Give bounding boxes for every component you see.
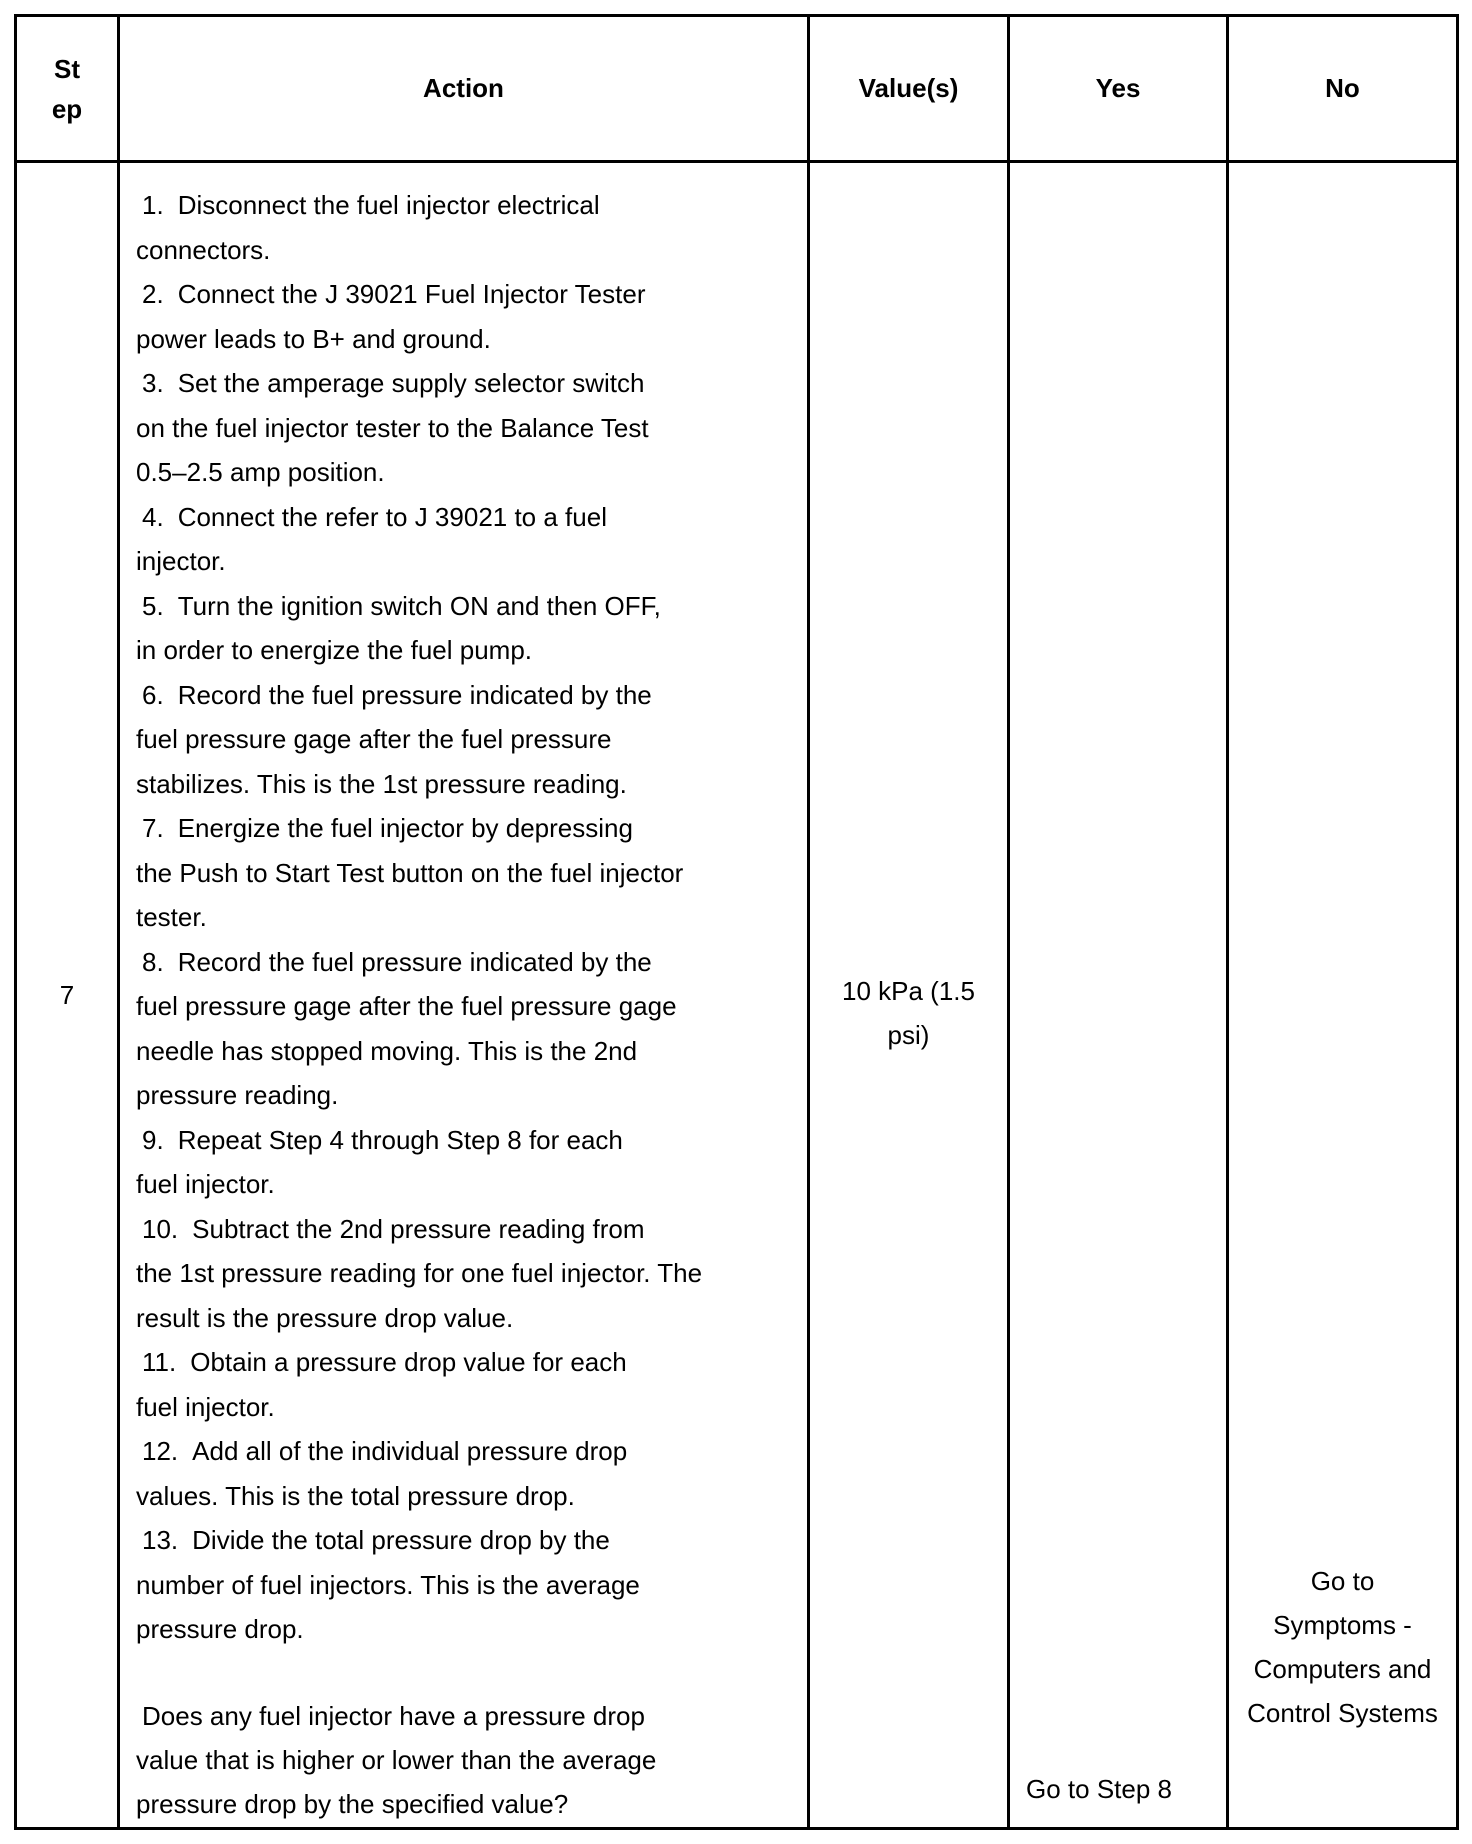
header-no: No [1228, 16, 1458, 162]
action-step-first-line [136, 183, 793, 228]
action-step-continuation: fuel injector. [136, 1391, 275, 1422]
action-step-11 [136, 1340, 793, 1429]
header-step-line1: St [54, 53, 80, 84]
action-step-3 [136, 361, 793, 495]
action-step-number: 4. [142, 501, 164, 532]
value-line: 10 kPa (1.5 [842, 976, 975, 1006]
action-step-2 [136, 272, 793, 361]
value-line: psi) [887, 1020, 930, 1050]
action-step-12 [136, 1429, 793, 1518]
action-step-number: 1. [142, 190, 164, 220]
action-step-text: Divide the total pressure drop by the [192, 1525, 610, 1555]
no-line: Computers and [1253, 1654, 1432, 1684]
action-step-13 [136, 1518, 793, 1652]
action-step-text: Repeat Step 4 through Step 8 for each [177, 1124, 623, 1155]
action-step-continuation: the Push to Start Test button on the fuel injector [136, 857, 684, 888]
question-line: Does any fuel injector have a pressure drop [142, 1700, 645, 1731]
action-step-text: Connect the refer to J 39021 to a fuel [177, 501, 607, 532]
action-step-continuation: fuel pressure gage after the fuel pressure gage [136, 991, 677, 1021]
action-step-number: 5. [142, 590, 164, 621]
action-step-1 [136, 183, 793, 272]
action-step-continuation: injector. [136, 546, 226, 576]
action-step-number: 10. [142, 1213, 179, 1244]
no-line: Control Systems [1247, 1698, 1438, 1728]
yes-cell [1009, 162, 1228, 1829]
action-step-first-line [136, 940, 793, 985]
action-step-continuation: connectors. [136, 234, 271, 265]
question [136, 1694, 793, 1826]
header-step [16, 16, 119, 162]
action-step-continuation: number of fuel injectors. This is the average [136, 1569, 640, 1600]
header-action: Action [119, 16, 809, 162]
action-step-continuation: pressure reading. [136, 1080, 339, 1110]
no-line: Symptoms - [1273, 1610, 1412, 1640]
question-line: value that is higher or lower than the average [136, 1744, 657, 1775]
diagnostic-table [14, 14, 1459, 1830]
action-step-number: 2. [142, 279, 164, 309]
header-yes: Yes [1009, 16, 1228, 162]
action-step-text: Set the amperage supply selector switch [177, 368, 645, 398]
action-step-first-line [136, 1518, 793, 1563]
action-step-first-line [136, 361, 793, 406]
action-step-5 [136, 584, 793, 673]
header-values: Value(s) [809, 16, 1009, 162]
action-step-continuation: stabilizes. This is the 1st pressure reading. [136, 768, 627, 799]
action-step-10 [136, 1207, 793, 1341]
table-header-row [16, 16, 1458, 162]
yes-link-go-to-step-8[interactable]: Go to Step 8 [1026, 1774, 1172, 1804]
value-cell [809, 162, 1009, 1829]
step-number: 7 [16, 162, 119, 1829]
action-step-text: Connect the J 39021 Fuel Injector Tester [177, 279, 646, 309]
action-step-first-line [136, 1340, 793, 1385]
action-step-9 [136, 1118, 793, 1207]
header-step-line2: ep [51, 93, 83, 124]
action-step-first-line [136, 584, 793, 629]
action-step-text: Record the fuel pressure indicated by the [177, 946, 652, 977]
action-step-text: Turn the ignition switch ON and then OFF, [177, 590, 661, 621]
action-step-text: Disconnect the fuel injector electrical [177, 190, 600, 220]
question-line: pressure drop by the specified value? [136, 1788, 569, 1819]
action-step-text: Obtain a pressure drop value for each [190, 1347, 627, 1377]
action-step-6 [136, 673, 793, 807]
action-list [136, 183, 793, 1652]
action-step-text: Energize the fuel injector by depressing [177, 813, 633, 843]
action-step-number: 13. [142, 1525, 179, 1555]
action-step-continuation: 0.5–2.5 amp position. [136, 457, 385, 487]
action-step-7 [136, 806, 793, 940]
action-step-continuation: fuel pressure gage after the fuel pressure [136, 724, 612, 754]
no-cell [1228, 162, 1458, 1829]
table-row [16, 162, 1458, 1829]
action-step-number: 8. [142, 946, 164, 977]
action-step-continuation: on the fuel injector tester to the Balance Test [136, 412, 649, 443]
action-step-text: Record the fuel pressure indicated by the [177, 679, 652, 710]
action-step-number: 11. [142, 1347, 177, 1377]
action-step-text: Add all of the individual pressure drop [192, 1436, 628, 1466]
action-step-first-line [136, 1429, 793, 1474]
action-step-continuation: result is the pressure drop value. [136, 1302, 514, 1333]
action-step-number: 12. [142, 1436, 179, 1466]
action-step-continuation: power leads to B+ and ground. [136, 323, 491, 354]
action-step-text: Subtract the 2nd pressure reading from [192, 1213, 645, 1244]
no-link-symptoms[interactable] [1229, 1559, 1456, 1735]
action-step-number: 6. [142, 679, 164, 710]
action-step-first-line [136, 806, 793, 851]
action-step-continuation: the 1st pressure reading for one fuel injector. The [136, 1258, 703, 1288]
action-step-8 [136, 940, 793, 1118]
action-step-first-line [136, 1207, 793, 1252]
action-step-first-line [136, 673, 793, 718]
action-step-continuation: values. This is the total pressure drop. [136, 1480, 575, 1511]
action-cell [119, 162, 809, 1829]
action-step-number: 7. [142, 813, 164, 843]
action-step-continuation: fuel injector. [136, 1169, 275, 1199]
action-step-continuation: tester. [136, 902, 207, 932]
action-step-first-line [136, 272, 793, 317]
action-step-first-line [136, 1118, 793, 1163]
action-step-continuation: pressure drop. [136, 1614, 304, 1644]
action-step-continuation: in order to energize the fuel pump. [136, 635, 533, 665]
no-line: Go to [1310, 1566, 1375, 1596]
action-step-number: 9. [142, 1124, 164, 1155]
action-step-number: 3. [142, 368, 164, 398]
action-step-continuation: needle has stopped moving. This is the 2nd [136, 1035, 638, 1066]
action-step-first-line [136, 495, 793, 540]
action-step-4 [136, 495, 793, 584]
